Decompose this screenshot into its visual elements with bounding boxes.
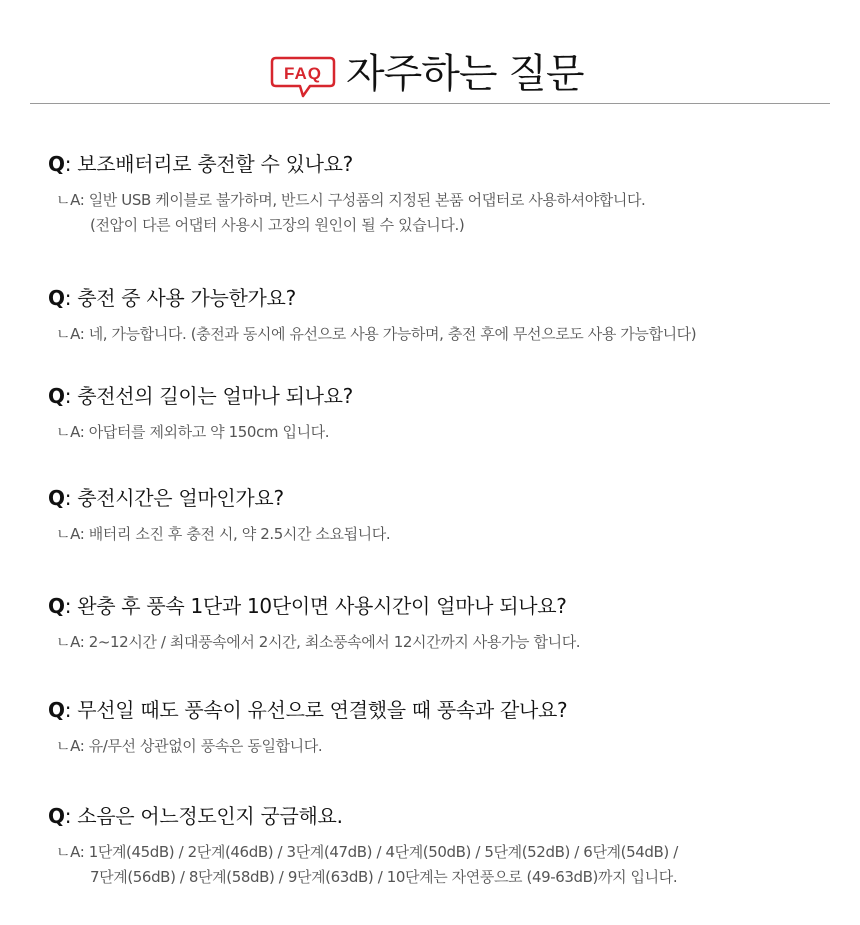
answer-prefix: ㄴA: (56, 191, 89, 209)
q-label: Q (48, 698, 65, 722)
faq-item-2 (48, 284, 838, 347)
answer-line: 7단계(56dB) / 8단계(58dB) / 9단계(63dB) / 10단계는 자연풍으로 (49-63dB)까지 입니다. (90, 868, 678, 886)
faq-item-4 (48, 484, 838, 547)
q-label: Q (48, 594, 65, 618)
q-label: Q (48, 804, 65, 828)
question-text: : 무선일 때도 풍속이 유선으로 연결했을 때 풍속과 같나요? (64, 698, 568, 722)
answer-line: 유/무선 상관없이 풍속은 동일합니다. (88, 737, 323, 755)
answer-prefix: ㄴA: (56, 325, 89, 343)
faq-item-6 (48, 696, 838, 759)
q-label: Q (48, 152, 65, 176)
answer-4 (48, 522, 838, 547)
answer-line: 2~12시간 / 최대풍속에서 2시간, 최소풍속에서 12시간까지 사용가능 합니다. (88, 633, 581, 651)
answer-5 (48, 630, 838, 655)
q-label: Q (48, 384, 65, 408)
q-label: Q (48, 286, 65, 310)
faq-item-1 (48, 150, 838, 238)
question-2 (48, 284, 838, 312)
answer-2 (48, 322, 838, 347)
answer-prefix: ㄴA: (56, 737, 89, 755)
question-7 (48, 802, 838, 830)
answer-line: (전압이 다른 어댑터 사용시 고장의 원인이 될 수 있습니다.) (90, 216, 465, 234)
page-header (0, 44, 860, 100)
faq-item-5 (48, 592, 838, 655)
answer-prefix: ㄴA: (56, 843, 89, 861)
question-text: : 완충 후 풍속 1단과 10단이면 사용시간이 얼마나 되나요? (64, 594, 567, 618)
question-text: : 충전선의 길이는 얼마나 되나요? (64, 384, 353, 408)
answer-prefix: ㄴA: (56, 633, 89, 651)
question-text: : 충전 중 사용 가능한가요? (64, 286, 296, 310)
answer-1 (48, 188, 838, 238)
header-divider (30, 103, 830, 104)
faq-item-3 (48, 382, 838, 445)
faq-item-7 (48, 802, 838, 890)
answer-prefix: ㄴA: (56, 423, 89, 441)
question-4 (48, 484, 838, 512)
answer-line: 배터리 소진 후 충전 시, 약 2.5시간 소요됩니다. (88, 525, 391, 543)
question-6 (48, 696, 838, 724)
answer-3 (48, 420, 838, 445)
answer-line: 아답터를 제외하고 약 150cm 입니다. (88, 423, 330, 441)
answer-line: 1단계(45dB) / 2단계(46dB) / 3단계(47dB) / 4단계(50dB) / 5단계(52dB) / 6단계(54dB) / (88, 843, 678, 861)
question-3 (48, 382, 838, 410)
answer-prefix: ㄴA: (56, 525, 89, 543)
question-text: : 보조배터리로 충전할 수 있나요? (64, 152, 353, 176)
question-text: : 소음은 어느정도인지 궁금해요. (64, 804, 343, 828)
question-1 (48, 150, 838, 178)
question-text: : 충전시간은 얼마인가요? (64, 486, 284, 510)
question-5 (48, 592, 838, 620)
answer-line: 네, 가능합니다. (충전과 동시에 유선으로 사용 가능하며, 충전 후에 무선으로도 사용 가능합니다) (88, 325, 697, 343)
faq-speech-bubble-icon (270, 56, 336, 98)
answer-line: 일반 USB 케이블로 불가하며, 반드시 구성품의 지정된 본품 어댑터로 사용하셔야합니다. (88, 191, 646, 209)
faq-badge-text: FAQ (284, 64, 322, 83)
page-title: 자주하는 질문 (346, 51, 584, 97)
answer-7 (48, 840, 838, 890)
answer-6 (48, 734, 838, 759)
q-label: Q (48, 486, 65, 510)
